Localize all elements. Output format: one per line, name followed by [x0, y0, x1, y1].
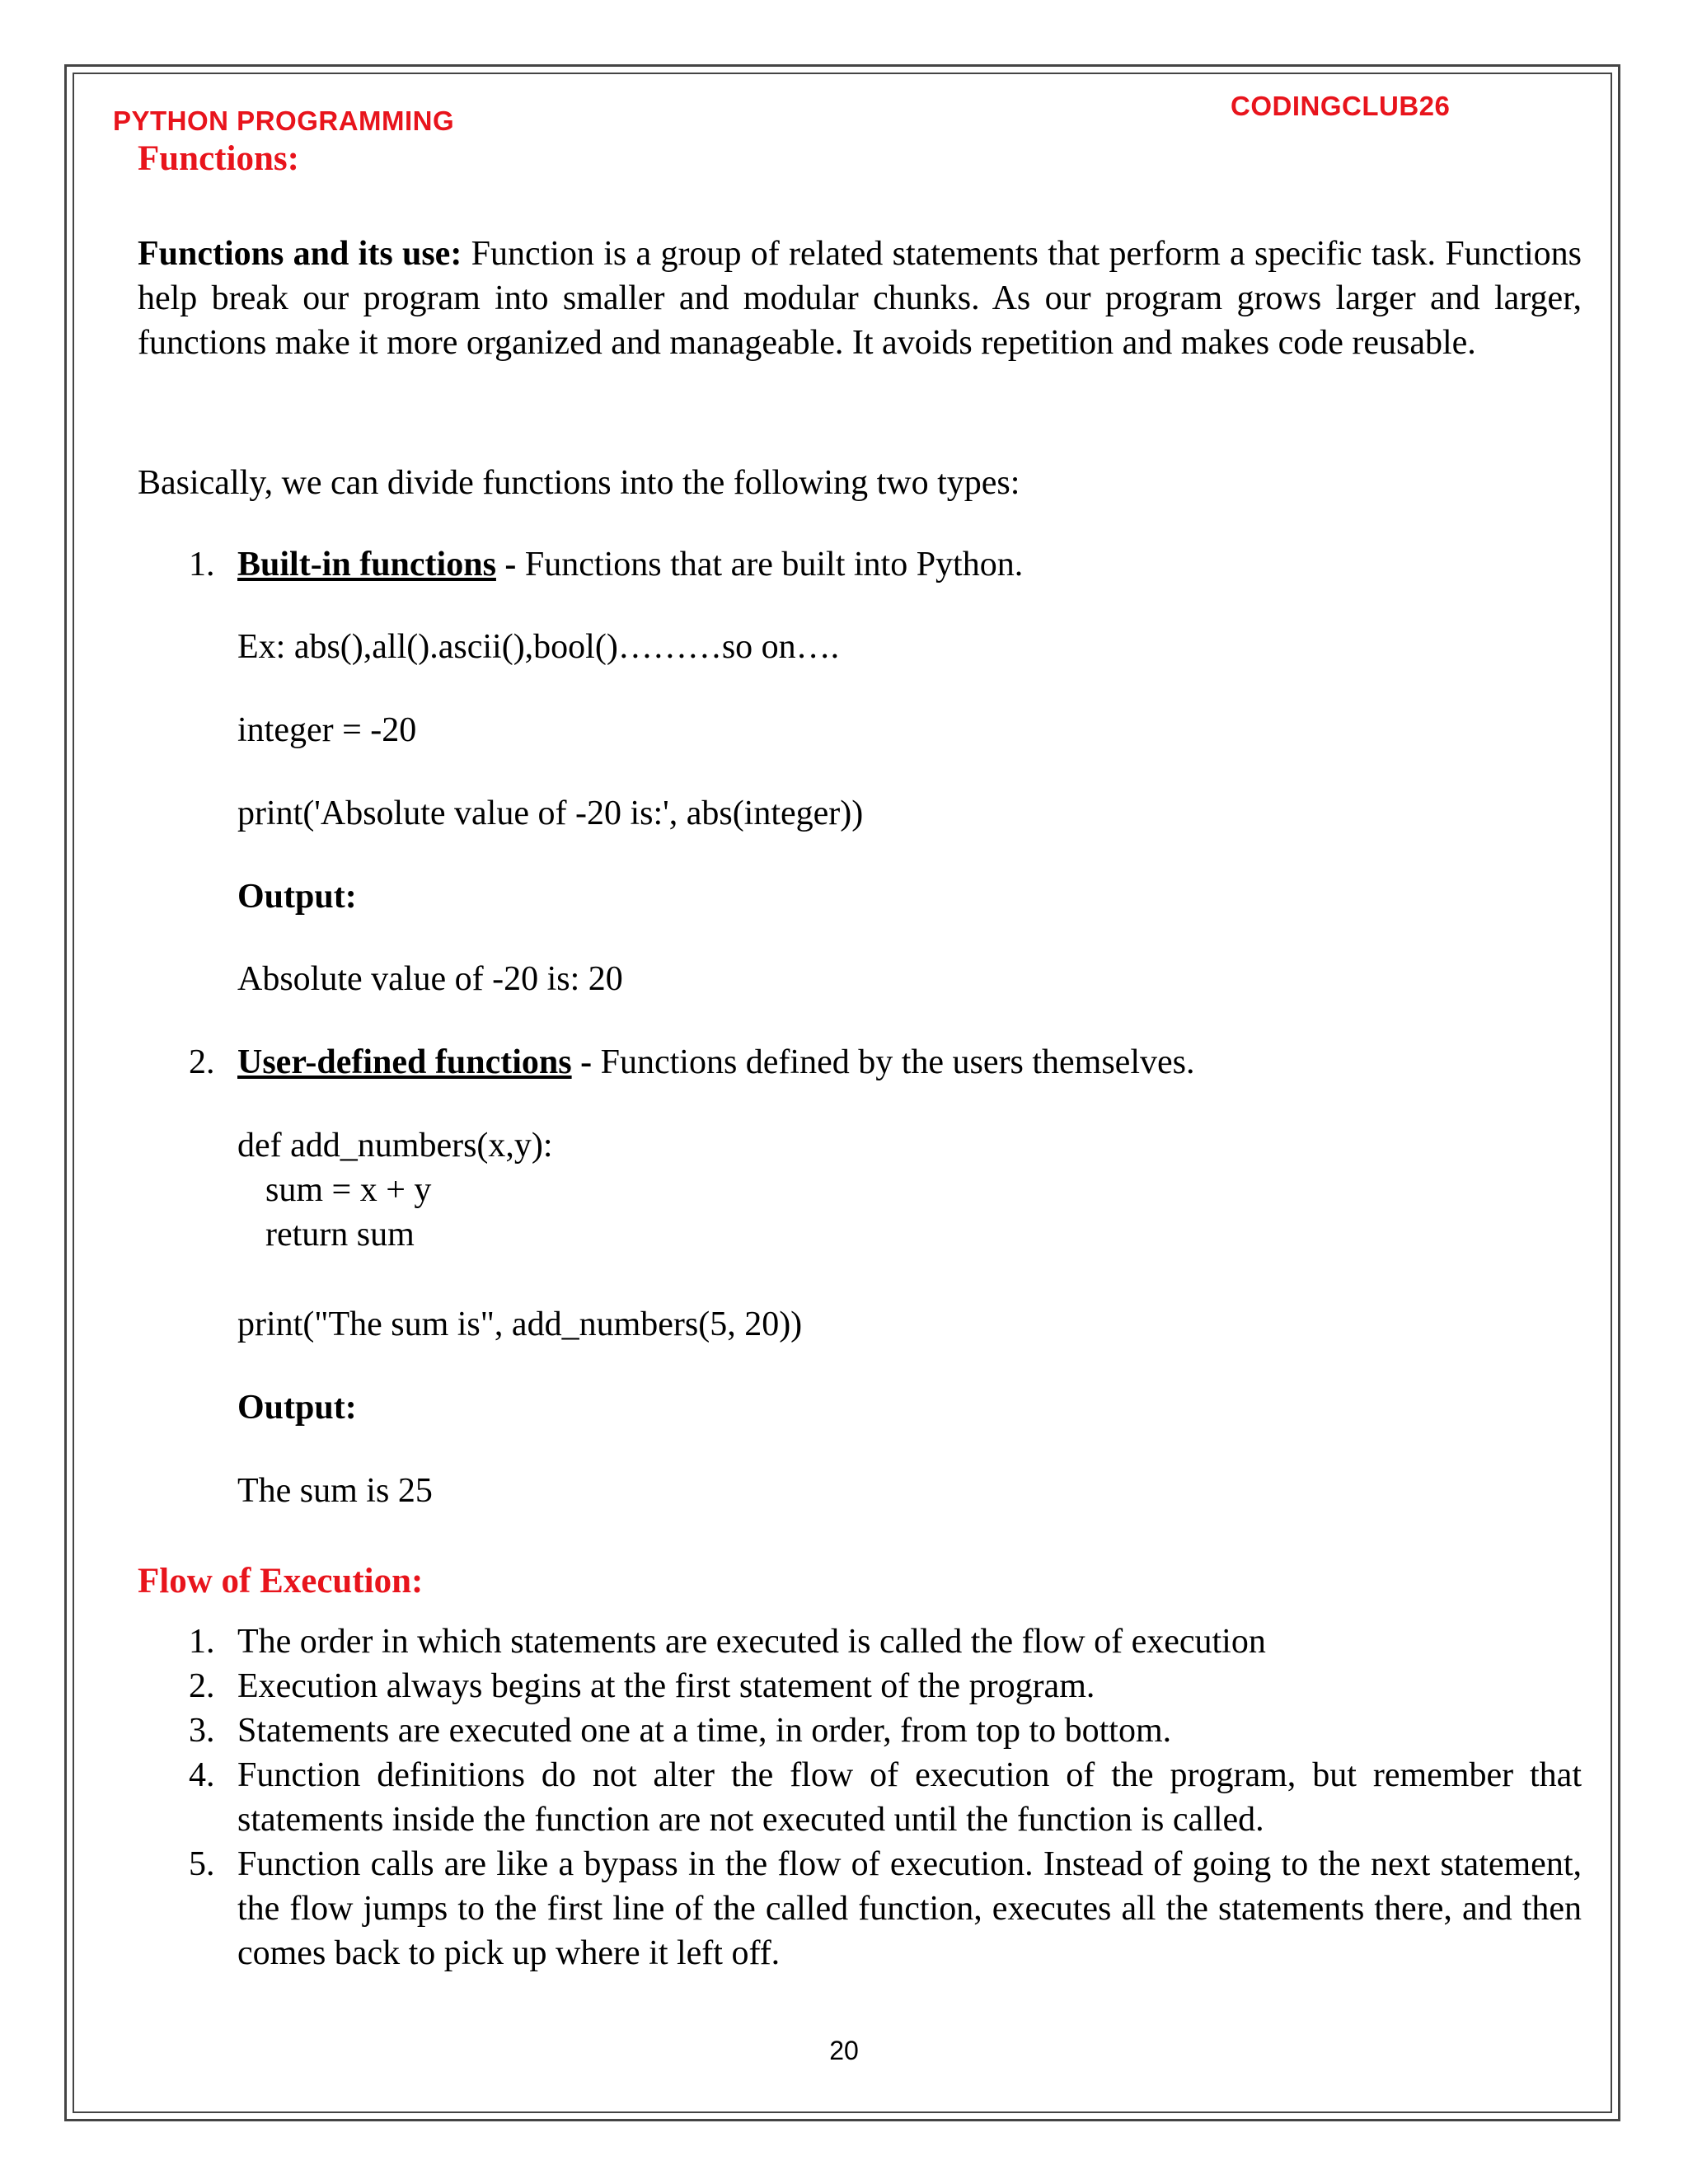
flow-item-2-text: Execution always begins at the first statement of the program. — [237, 1667, 1095, 1705]
builtin-dash: - — [495, 546, 525, 583]
userdef-desc: Functions defined by the users themselves. — [600, 1043, 1195, 1081]
userdef-code-line1: def add_numbers(x,y): — [237, 1127, 553, 1165]
builtin-code-line2: print('Absolute value of -20 is:', abs(integer)) — [237, 794, 864, 832]
header-right: CODINGCLUB26 — [1231, 91, 1451, 121]
flow-item-5-number: 5. — [189, 1845, 215, 1883]
flow-item-3-text: Statements are executed one at a time, in order, from top to bottom. — [237, 1712, 1172, 1750]
flow-item-1-text: The order in which statements are executed is called the flow of execution — [237, 1623, 1266, 1661]
flow-item-3-number: 3. — [189, 1712, 215, 1750]
builtin-output-value: Absolute value of -20 is: 20 — [237, 960, 623, 998]
flow-item-4-number: 4. — [189, 1756, 215, 1794]
userdef-output-label: Output: — [237, 1389, 357, 1427]
intro-text: Function is a group of related statements that perform a specific task. Functions help break our program into smaller and modular chunks. As our program grows larger and larger, functions make it more organized and manageable. It avoids repetition and makes code reusable. — [138, 235, 1582, 362]
section-title: Functions: — [138, 139, 299, 178]
builtin-number: 1. — [189, 546, 215, 583]
builtin-title: Built-in functions — [237, 546, 496, 583]
header-left: PYTHON PROGRAMMING — [113, 105, 455, 136]
builtin-heading — [237, 542, 1023, 587]
flow-item-2-number: 2. — [189, 1667, 215, 1705]
intro-lead: Functions and its use: — [138, 235, 462, 273]
userdef-dash: - — [571, 1043, 601, 1081]
userdef-code-line3: return sum — [265, 1216, 415, 1254]
userdef-title: User-defined functions — [237, 1043, 572, 1081]
userdef-code-line2: sum = x + y — [265, 1171, 432, 1209]
flow-item-5-text: Function calls are like a bypass in the flow of execution. Instead of going to the next statement, the flow jumps to the first line of the called function, executes all the statements there, and then comes back to pick up where it left off. — [237, 1845, 1582, 1972]
userdef-output-value: The sum is 25 — [237, 1472, 433, 1510]
builtin-desc: Functions that are built into Python. — [524, 546, 1024, 583]
flow-item-1-number: 1. — [189, 1623, 215, 1661]
builtin-output-label: Output: — [237, 878, 357, 916]
intro-paragraph — [138, 232, 1582, 365]
page-number: 20 — [829, 2036, 859, 2065]
flow-item-4-text: Function definitions do not alter the flow of execution of the program, but remember that statements inside the function are not executed until the function is called. — [237, 1756, 1582, 1839]
flow-title: Flow of Execution: — [138, 1562, 424, 1601]
builtin-example: Ex: abs(),all().ascii(),bool()………so on…. — [237, 628, 840, 666]
userdef-heading — [237, 1040, 1194, 1085]
types-intro: Basically, we can divide functions into the following two types: — [138, 464, 1020, 502]
userdef-code-line4: print("The sum is", add_numbers(5, 20)) — [237, 1305, 803, 1343]
builtin-code-line1: integer = -20 — [237, 711, 417, 749]
userdef-number: 2. — [189, 1043, 215, 1081]
